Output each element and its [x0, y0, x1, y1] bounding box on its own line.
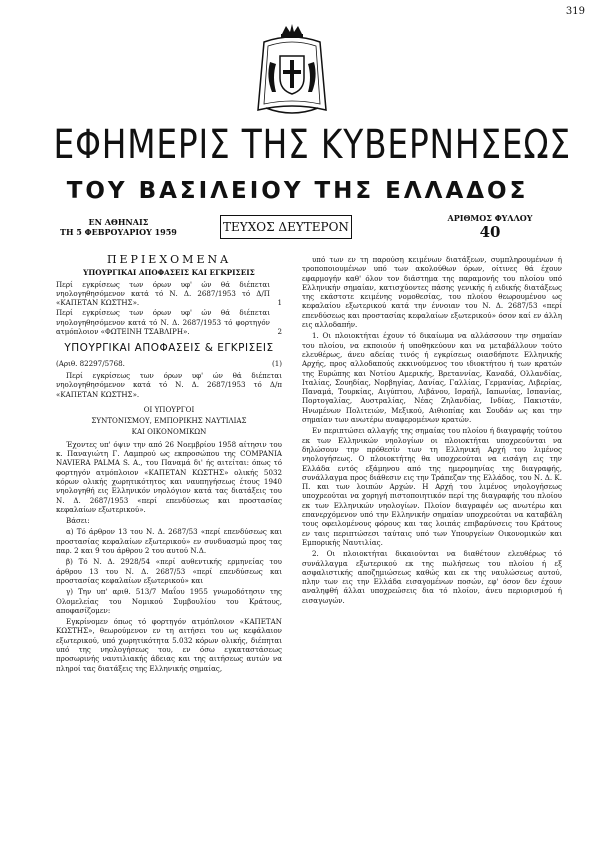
- issue-place-date: [60, 217, 177, 237]
- contents-item: [56, 308, 282, 336]
- contents-heading: ΠΕΡΙΕΧΟΜΕΝΑ: [106, 253, 232, 266]
- gazette-subtitle: ΤΟΥ ΒΑΣΙΛΕΙΟΥ ΤΗΣ ΕΛΛΑΔΟΣ: [66, 178, 529, 204]
- right-column: [302, 255, 562, 607]
- authority-title: ΟΙ ΥΠΟΥΡΓΟΙ: [143, 404, 195, 414]
- issue-place: ΕΝ ΑΘΗΝΑΙΣ: [88, 217, 149, 227]
- gazette-title: ΕΦΗΜΕΡΙΣ ΤΗΣ ΚΥΒΕΡΝΗΣΕΩΣ: [53, 122, 571, 168]
- decision-paragraph: Εγκρίνομεν όπως τό φορτηγόν ατμόπλοιον «ΚΑΠΕΤΑΝ ΚΩΣΤΗΣ», θεωρούμενον εν τη αιτήσει του ως κεφάλαιον εξωτερικού, υπό χωρητικότητα 5.032 κόρων ολικής, διέπηται υπό της νηολογήσεως του, εν όσω εγκαταστάσεως προσωρινής ναυτιλιακής άδειας και της αιτήσεως αυτών να πληροί τας διατάξεις της Ελληνικής σημαίας,: [56, 617, 282, 673]
- decision-paragraph: 2. Οι πλοιοκτήται δικαιούνται να διαθέτουν ελευθέρως τό συνάλλαγμα εξωτερικού εκ της πωλήσεως του πλοίου ή εξ ασφαλιστικής αποζημιώσεως καθώς και εκ της ναυλώσεως αυτού, πλην των εις την Ελλάδα εισαγομένων ποσών, εφ' όσον δεν έχουν αναληφθή άλλαι υποχρεώσεις δια τό πλοίον, άνευ περιορισμού ή εισαγωγών.: [302, 549, 562, 605]
- issue-sheet-label: ΑΡΙΘΜΟΣ ΦΥΛΛΟΥ: [447, 213, 533, 223]
- decision-sequence: (1): [271, 358, 282, 368]
- decision-paragraph: Εν περιπτώσει αλλαγής της σημαίας του πλοίου ή διαγραφής τούτου εκ των Ελληνικών νηολογίων οι πλοιοκτήται υποχρεούνται να δηλώσουν την πρόθεσίν των τη Ελληνική Αρχή του λιμένος νηολογήσεως. Ο πλοιοκτήτης θα υποχρεούται να εισάγη εις την Ελλάδα εντός εξάμηνου από της ημερομηνίας της διαγραφής, συνάλλαγμα προς διάθεσιν εις την Τράπεζαν της Ελλάδος, του Ν. Δ. Κ. Π. και των λοιπών Αρχών. Η Αρχή του λιμένος νηολογήσεως υποχρεούται να χορηγή πιστοποιητικόν περί της διαγραφής του πλοίου εκ των Ελληνικών νηολογίων. Πλοίον διαγραφέν ως ανωτέρω και επανερχόμενον υπό την Ελληνικήν σημαίαν υποχρεούται να καταβάλη τους οφειλομένους φόρους και τας λοιπάς επιβαρύνσεις του Κράτους εν ταις περιπτώσεσι ταύταις υπό των Υπουργείων Οικονομικών και Εμπορικής Ναυτιλίας.: [302, 426, 562, 547]
- authority-ministries: ΣΥΝΤΟΝΙΣΜΟΥ, ΕΜΠΟΡΙΚΗΣ ΝΑΥΤΙΛΙΑΣ: [91, 416, 247, 426]
- contents-item-text: Περί εγκρίσεως των όρων υφ' ών θά διέπεται νηολογηθησόμενον κατά τό Ν. Δ. 2687/1953 τό Δ/Π «ΚΑΠΕΤΑΝ ΚΩΣΤΗΣ».: [56, 279, 270, 308]
- decisions-heading: ΥΠΟΥΡΓΙΚΑΙ ΑΠΟΦΑΣΕΙΣ & ΕΓΚΡΙΣΕΙΣ: [64, 342, 274, 355]
- issue-info-bar: [30, 211, 585, 251]
- issue-sheet-number: 40: [479, 223, 501, 241]
- decision-paragraph: α) Τό άρθρον 13 του Ν. Δ. 2687/53 «περί επενδύσεως και προστασίας κεφαλαίων εξωτερικού» εν συνδυασμώ προς τας παρ. 2 και 9 του άρθρου 2 του αυτού Ν.Δ.: [56, 527, 282, 556]
- contents-item-page: 2: [277, 327, 282, 337]
- decision-body: [56, 440, 282, 673]
- contents-item-page: 1: [277, 298, 282, 308]
- issue-sheet: [430, 213, 550, 241]
- issue-date: ΤΗ 5 ΦΕΒΡΟΥΑΡΙΟΥ 1959: [60, 227, 177, 237]
- decision-summary: Περί εγκρίσεως των όρων υφ' ών θά διέπεται νηολογηθησόμενον κατά τό Ν. Δ. 2687/1953 τό Δ/π «ΚΑΠΕΤΑΝ ΚΩΣΤΗΣ».: [56, 370, 282, 399]
- decision-paragraph: Βάσει:: [66, 516, 90, 526]
- decision-reference: [56, 359, 282, 368]
- decision-paragraph: υπό των εν τη παρούση κειμένων διατάξεων, συμπληρουμένων ή τροποποιουμένων υπό των ακολούθων όρων, οίτινες θά έχουν εφαρμογήν καθ' όλον τον διάστημα της παραμονής του πλοίου υπό Ελληνικήν σημαίαν, κατισχύοντες πάσης γενικής ή ειδικής διατάξεως της εκάστοτε κειμένης νομοθεσίας, του πλοίου θεωρουμένου ως κεφαλαίου εξωτερικού κατά την έννοιαν του Ν. Δ. 2687/53 «περί επενδύσεως και προστασίας κεφαλαίων εξωτερικού» όσον καί εν άλλη εις αλλοδαπήν.: [302, 255, 562, 330]
- decision-paragraph: γ) Την υπ' αριθ. 513/7 Μαΐου 1955 γνωμοδότησιν της Ολομελείας του Νομικού Συμβουλίου του Κράτους, αποφασίζομεν:: [56, 587, 282, 615]
- royal-coat-of-arms-icon: [252, 22, 332, 122]
- contents-subheading: ΥΠΟΥΡΓΙΚΑΙ ΑΠΟΦΑΣΕΙΣ ΚΑΙ ΕΓΚΡΙΣΕΙΣ: [83, 268, 255, 278]
- decision-paragraph: 1. Οι πλοιοκτήται έχουν τό δικαίωμα να αλλάσσουν την σημαίαν του πλοίου, να εκποιούν ή υποθηκεύουν και να μεταβάλλουν τούτο ελευθέρως, άνευ αδείας τινός ή εγκρίσεως οιασδήποτε Ελληνικής Αρχής, προς αλλοδαπούς εκκινούμενος του ιδιοκτήτου ή των κρατών της Ευρώπης και Νοτίου Αμερικής, Βρεταννίας, Καναδά, Ολλανδίας, Ιταλίας, Σουηδίας, Νορβηγίας, Δανίας, Γαλλίας, Γερμανίας, Λιβερίας, Παναμά, Τουρκίας, Αιγύπτου, Λιβάνου, Ισραήλ, Ιαπωνίας, Ισπανίας, Πορτογαλίας, Αυστραλίας, Νέας Ζηλανδίας, Ινδίας, Πακιστάν, Ηνωμένων Πολιτειών, Μεξικού, Αιθιοπίας και Σουδάν ως και την σημαίαν των ανωτέρω αναφερομένων κρατών.: [302, 331, 562, 425]
- left-column: [56, 255, 282, 675]
- contents-item-text: Περί εγκρίσεως των όρων υφ' ών θά διέπεται νηολογηθησόμενον κατά τό Ν. Δ. 2687/1953 τό φορτηγόν ατμόπλοιον «ΦΩΤΕΙΝΗ ΤΣΑΒΛΙΡΗ».: [56, 308, 270, 337]
- decision-paragraph: β) Τό Ν. Δ. 2928/54 «περί αυθεντικής ερμηνείας του άρθρου 13 του Ν. Δ. 2687/53 «περί επενδύσεως και προστασίας κεφαλαίων εξωτερικού» και: [56, 557, 282, 585]
- issue-series: ΤΕΥΧΟΣ ΔΕΥΤΕΡΟΝ: [220, 215, 352, 239]
- authority-ministries-2: ΚΑΙ ΟΙΚΟΝΟΜΙΚΩΝ: [131, 427, 207, 437]
- decision-paragraph: Έχοντες υπ' όψιν την από 26 Νοεμβρίου 1958 αίτησιν του κ. Παναγιώτη Γ. Λαμπρού ως εκπροσώπου της COMPANIA NAVIERA PALMA S. A., του Παναμά δι' ής αιτείται: όπως τό φορτηγόν ατμόπλοιον «ΚΑΠΕΤΑΝ ΚΩΣΤΗΣ» ολικής 5032 κόρων ολικής χωρητικότητος και ναυπηγήσεως έτους 1940 νηολογηθή εις Ελληνικόν νηολόγιον κατά τας διατάξεις του Ν. Δ. 2687/1953 «περί επενδύσεως και προστασίας κεφαλαίων εξωτερικού».: [56, 439, 282, 514]
- page-number: 319: [565, 6, 585, 17]
- decision-reference-number: (Αριθ. 82297/5768.: [56, 358, 125, 368]
- contents-item: [56, 280, 282, 308]
